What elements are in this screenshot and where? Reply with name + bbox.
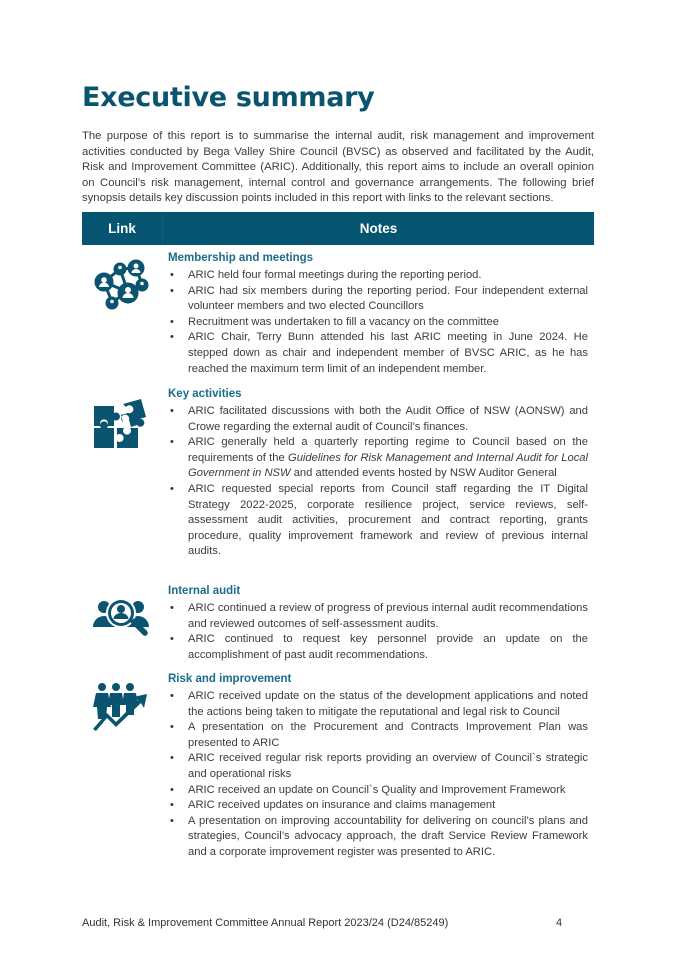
bullet-list (168, 404, 588, 560)
section-body (168, 252, 588, 377)
column-header-notes: Notes (359, 221, 398, 236)
list-item: • ARIC continued a review of progress of previous internal audit recommendations and reviewed outcomes of self-assessment audits. (168, 601, 588, 632)
list-item-text: ARIC generally held a quarterly reporting regime to Council based on the requirements of the (188, 436, 588, 464)
people-search-icon[interactable] (90, 591, 152, 647)
list-item: • ARIC received update on the status of the development applications and noted the actions being taken to mitigate the reputational and legal risk to Council (168, 689, 588, 720)
section-heading[interactable]: Membership and meetings (168, 252, 314, 264)
list-item: • ARIC received updates on insurance and claims management (168, 798, 588, 814)
section-heading[interactable]: Risk and improvement (168, 673, 292, 685)
list-item: • Recruitment was undertaken to fill a vacancy on the committee (168, 315, 588, 331)
list-item: • A presentation on improving accountability for delivering on council’s plans and strategies, Council’s advocacy approach, the draft Service Review Framework and a corporate improvement register was presented to ARIC. (168, 814, 588, 861)
section-body (168, 673, 588, 861)
section-body (168, 388, 588, 560)
list-item: • ARIC received regular risk reports providing an overview of Council`s strategic and operational risks (168, 751, 588, 782)
puzzle-icon[interactable] (90, 396, 152, 452)
list-item (168, 435, 588, 482)
page-number: 4 (556, 917, 563, 929)
column-header-link: Link (82, 212, 163, 245)
section-body (168, 585, 588, 663)
list-item: • ARIC continued to request key personnel provide an update on the accomplishment of past audit recommendations. (168, 632, 588, 663)
list-item: • ARIC had six members during the reporting period. Four independent external volunteer members and two elected Councillors (168, 284, 588, 315)
list-item: • ARIC facilitated discussions with both the Audit Office of NSW (AONSW) and Crowe regarding the external audit of Council’s finances. (168, 404, 588, 435)
people-growth-icon[interactable] (90, 679, 152, 735)
summary-table-header (82, 212, 594, 245)
bullet-list (168, 268, 588, 377)
page-title: Executive summary (82, 82, 375, 113)
list-item-text: and attended events hosted by NSW Auditor General (290, 467, 557, 480)
page-footer: Audit, Risk & Improvement Committee Annual Report 2023/24 (D24/85249) (82, 917, 449, 929)
intro-paragraph: The purpose of this report is to summarise the internal audit, risk management and improvement activities conducted by Bega Valley Shire Council (BVSC) as observed and facilitated by the Audit, Risk and Improvement Committee (ARIC). Additionally, this report aims to include an overall opinion on Council’s risk management, internal control and governance arrangements. The following brief synopsis details key discussion points included in this report with links to the relevant sections. (82, 130, 594, 205)
list-item: • ARIC requested special reports from Council staff regarding the IT Digital Strategy 2022-2025, corporate resilience project, service reviews, self-assessment audit activities, procurement and contract reporting, grants procedure, quality improvement framework and review of previous internal audits. (168, 482, 588, 560)
network-people-icon[interactable] (90, 256, 152, 312)
list-item: • ARIC Chair, Terry Bunn attended his last ARIC meeting in June 2024. He stepped down as chair and independent member of BVSC ARIC, as he has reached the maximum term limit of an independent member. (168, 330, 588, 377)
list-item: • A presentation on the Procurement and Contracts Improvement Plan was presented to ARIC (168, 720, 588, 751)
list-item: • ARIC received an update on Council`s Quality and Improvement Framework (168, 783, 588, 799)
bullet-list (168, 689, 588, 861)
section-heading[interactable]: Key activities (168, 388, 242, 400)
bullet-list (168, 601, 588, 663)
guidelines-title: Guidelines for Risk Management and Internal Audit for Local Government in NSW (188, 451, 589, 480)
list-item: • ARIC held four formal meetings during the reporting period. (168, 268, 588, 284)
section-heading[interactable]: Internal audit (168, 585, 241, 597)
